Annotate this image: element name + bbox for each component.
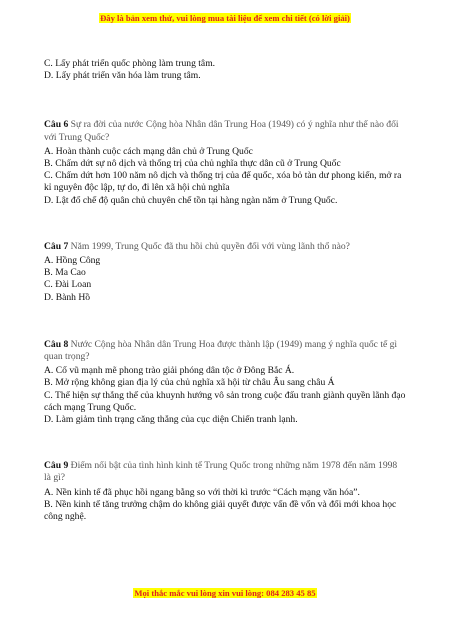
question-9 bbox=[44, 460, 406, 523]
option-b: B. Chấm dứt sự nô dịch và thống trị của chủ nghĩa thực dân cũ ở Trung Quốc bbox=[44, 158, 341, 170]
option-list bbox=[44, 487, 406, 524]
contact-banner: Mọi thắc mắc vui lòng xin vui lòng: 084 283 45 85 bbox=[134, 588, 316, 598]
option-list bbox=[44, 146, 406, 207]
option-line: C. Lấy phát triển quốc phòng làm trung tâm. bbox=[44, 58, 216, 69]
question-number: Câu 9 bbox=[44, 460, 69, 472]
question-number: Câu 8 bbox=[44, 338, 69, 350]
question-text: Năm 1999, Trung Quốc đã thu hồi chủ quyền đối với vùng lãnh thổ nào? bbox=[70, 240, 350, 252]
question-8 bbox=[44, 339, 406, 426]
option-a: A. Nền kinh tế đã phục hồi ngang bằng so với thời kì trước “Cách mạng văn hóa”. bbox=[44, 486, 360, 498]
option-c: C. Đài Loan bbox=[44, 279, 92, 291]
option-list bbox=[44, 365, 406, 426]
question-text: Điểm nổi bật của tình hình kinh tế Trung Quốc trong những năm 1978 đến năm 1998 là gì? bbox=[44, 460, 398, 484]
option-a: A. Cổ vũ mạnh mẽ phong trào giải phóng dân tộc ở Đông Bắc Á. bbox=[44, 365, 295, 377]
question-title bbox=[44, 241, 406, 253]
question-text: Nước Cộng hòa Nhân dân Trung Hoa được thành lập (1949) mang ý nghĩa quốc tế gì quan trọng? bbox=[44, 338, 398, 363]
question-6 bbox=[44, 119, 406, 206]
previous-options bbox=[44, 58, 406, 82]
question-text: Sự ra đời của nước Cộng hòa Nhân dân Trung Hoa (1949) có ý nghĩa như thế nào đối với Trung Quốc? bbox=[44, 119, 399, 143]
option-a: A. Hoàn thành cuộc cách mạng dân chủ ở Trung Quốc bbox=[44, 145, 253, 157]
question-title bbox=[44, 119, 406, 143]
option-d: D. Lật đổ chế độ quân chủ chuyên chế tồn tại hàng ngàn năm ở Trung Quốc. bbox=[44, 194, 338, 206]
option-d: D. Làm giảm tình trạng căng thẳng của cục diện Chiến tranh lạnh. bbox=[44, 414, 298, 426]
question-number: Câu 6 bbox=[44, 119, 69, 131]
option-b: B. Mở rộng không gian địa lý của chủ nghĩa xã hội từ châu Âu sang châu Á bbox=[44, 377, 335, 389]
option-b: B. Nền kinh tế tăng trưởng chậm do không giải quyết được vấn đề vốn và đổi mới khoa học công nghệ. bbox=[44, 498, 397, 523]
option-b: B. Ma Cao bbox=[44, 267, 86, 279]
option-a: A. Hồng Công bbox=[44, 255, 101, 267]
option-c: C. Chấm dứt hơn 100 năm nô dịch và thống trị của đế quốc, xóa bỏ tàn dư phong kiến, mở ra kỉ nguyên độc lập, tự do, đi lên xã hội chủ nghĩa bbox=[44, 170, 402, 194]
preview-banner: Đây là bản xem thử, vui lòng mua tài liệu để xem chi tiết (có lời giải) bbox=[100, 13, 350, 23]
option-list bbox=[44, 255, 406, 304]
option-c: C. Thể hiện sự thắng thế của khuynh hướng vô sản trong cuộc đấu tranh giành quyền lãnh đạo cách mạng Trung Quốc. bbox=[44, 389, 406, 413]
question-title bbox=[44, 460, 406, 484]
question-number: Câu 7 bbox=[44, 240, 69, 252]
option-line: D. Lấy phát triển văn hóa làm trung tâm. bbox=[44, 70, 201, 82]
question-title bbox=[44, 339, 406, 363]
question-7 bbox=[44, 241, 406, 304]
option-d: D. Bành Hồ bbox=[44, 291, 91, 303]
document-body bbox=[44, 58, 406, 523]
